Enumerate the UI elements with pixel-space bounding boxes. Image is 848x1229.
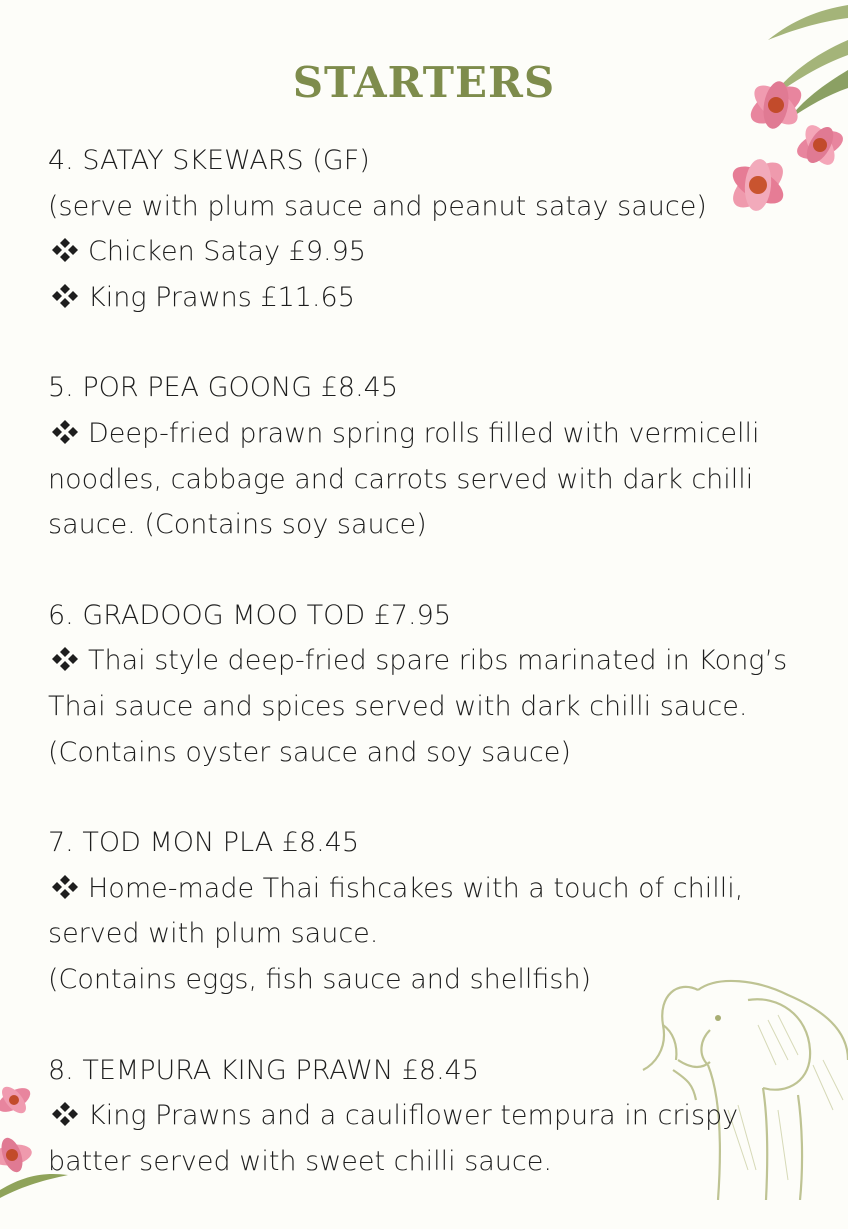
item-note: (serve with plum sauce and peanut satay sauce) [48, 190, 707, 222]
menu-item-tod-mon-pla [48, 820, 808, 1002]
four-diamond-bullet-icon [48, 419, 82, 445]
four-diamond-bullet-icon [48, 1101, 82, 1127]
item-heading: 7. TOD MON PLA £8.45 [48, 827, 360, 859]
item-allergens: (Contains eggs, fish sauce and shellfish) [48, 963, 592, 995]
item-allergens: (Contains oyster sauce and soy sauce) [48, 736, 571, 768]
four-diamond-bullet-icon [48, 646, 82, 672]
menu-item-gradoog-moo-tod [48, 593, 808, 775]
item-heading: 8. TEMPURA KING PRAWN £8.45 [48, 1054, 480, 1086]
item-heading: 4. SATAY SKEWARS (GF) [48, 145, 370, 176]
item-description: Deep-fried prawn spring rolls filled with vermicelli noodles, cabbage and carrots served with dark chilli sauce. (Contains soy sauce) [48, 417, 760, 541]
orchid-icon [0, 1083, 34, 1175]
item-description: King Prawns and a cauliflower tempura in crispy batter served with sweet chilli sauce. [48, 1100, 739, 1177]
item-option [48, 229, 808, 275]
page-title: STARTERS [292, 58, 556, 108]
item-description-block [48, 638, 808, 729]
four-diamond-bullet-icon [48, 237, 82, 263]
item-description-block [48, 1093, 748, 1184]
item-description: Thai style deep-fried spare ribs marinated in Kong’s Thai sauce and spices served with dark chilli sauce. [48, 645, 788, 722]
item-description: Home-made Thai fishcakes with a touch of chilli, served with plum sauce. [48, 872, 744, 950]
option-label: Chicken Satay £9.95 [88, 236, 366, 268]
menu-item-tempura-king-prawn [48, 1048, 808, 1185]
four-diamond-bullet-icon [48, 283, 82, 309]
item-description-block [48, 411, 808, 548]
item-heading: 6. GRADOOG MOO TOD £7.95 [48, 599, 451, 631]
menu-item-satay-skewars [48, 138, 808, 320]
item-heading: 5. POR PEA GOONG £8.45 [48, 372, 399, 404]
item-option [48, 275, 808, 321]
four-diamond-bullet-icon [48, 874, 82, 900]
starters-menu [48, 138, 808, 1229]
item-description-block [48, 866, 808, 957]
option-label: King Prawns £11.65 [88, 281, 355, 313]
menu-item-por-pea-goong [48, 365, 808, 547]
